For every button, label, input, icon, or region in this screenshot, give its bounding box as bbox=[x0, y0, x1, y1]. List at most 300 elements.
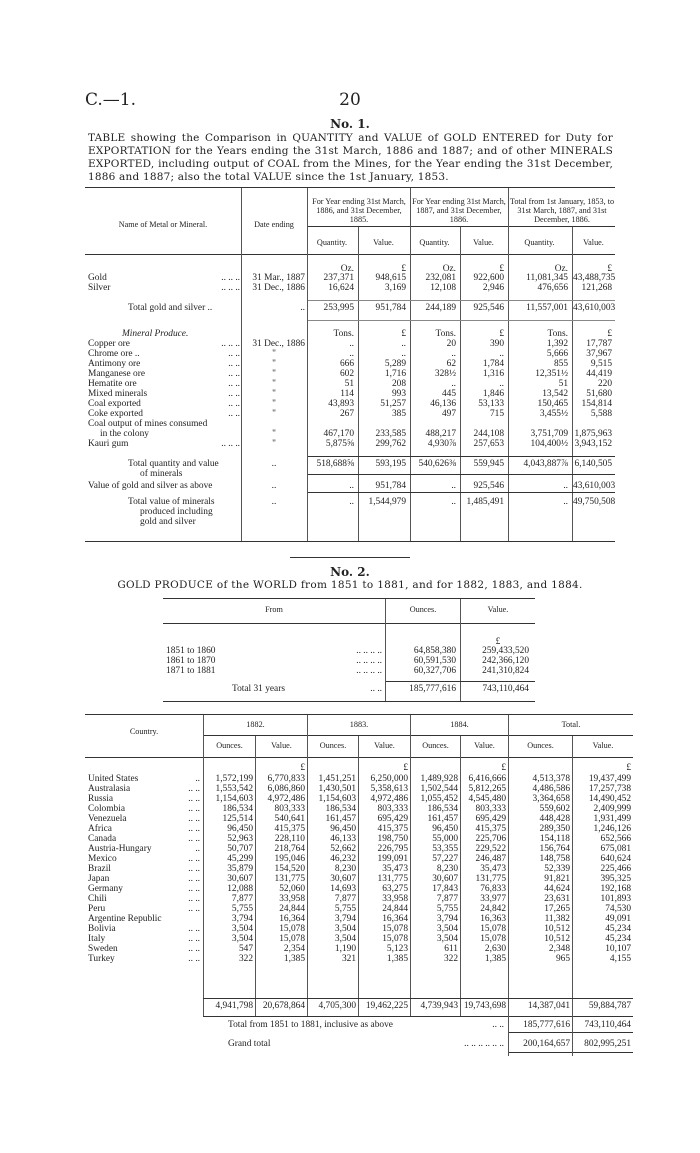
row-dots: .. .. bbox=[228, 389, 240, 399]
row-dots: .. .. bbox=[188, 954, 200, 964]
grand-label: Grand total bbox=[228, 1039, 271, 1049]
table-cell: 5,755 bbox=[334, 904, 356, 914]
table-cell: 695,429 bbox=[377, 814, 408, 824]
table-cell: 60,591,530 bbox=[413, 656, 456, 666]
table-cell: 20 bbox=[446, 339, 456, 349]
table-cell: 33,977 bbox=[480, 894, 506, 904]
table-cell: 17,257,738 bbox=[588, 784, 631, 794]
row-name: Antimony ore bbox=[88, 359, 141, 369]
table1-caption: TABLE showing the Comparison in QUANTITY and VALUE of GOLD ENTERED for Duty for EXPORTATION for the Years ending the 31st March, 1886 and 1887; and of other MINERALS EXPORTED, including output of COAL from the Mines, for the Year ending the 31st December, 1886 and 1887; also the total VALUE since the 1st January, 1853. bbox=[88, 132, 613, 183]
table-cell: 267 bbox=[339, 409, 354, 419]
total-cell: 19,743,698 bbox=[463, 1001, 506, 1011]
table-cell: 3,794 bbox=[334, 914, 356, 924]
row-date: " bbox=[272, 369, 276, 379]
table-cell: 675,081 bbox=[600, 844, 631, 854]
row-country: Turkey bbox=[88, 954, 115, 964]
table-cell: 540,626⅜ bbox=[418, 459, 456, 469]
row-dots: .. .. bbox=[188, 884, 200, 894]
year-header: 1882. bbox=[246, 720, 265, 729]
table-cell: 593,195 bbox=[375, 459, 406, 469]
table-cell: 1,385 bbox=[283, 954, 305, 964]
table-cell: 3,751,709 bbox=[530, 429, 568, 439]
table-cell: 1,154,603 bbox=[318, 794, 356, 804]
row-period: 1861 to 1870 bbox=[166, 656, 216, 666]
row-country: Bolivia bbox=[88, 924, 116, 934]
table-cell: 3,169 bbox=[384, 283, 406, 293]
row-dots: .. .. bbox=[188, 944, 200, 954]
table-cell: 16,624 bbox=[328, 283, 354, 293]
table-cell: 855 bbox=[553, 359, 568, 369]
table-cell: 743,110,464 bbox=[584, 1020, 631, 1030]
year-header: 1884. bbox=[450, 720, 469, 729]
table-cell: 24,844 bbox=[382, 904, 408, 914]
row-dots: .. .. bbox=[188, 794, 200, 804]
row-date: " bbox=[272, 439, 276, 449]
table-cell: 5,755 bbox=[231, 904, 253, 914]
table-cell: 15,078 bbox=[480, 934, 506, 944]
row-country: Venezuela bbox=[88, 814, 127, 824]
table-cell: 24,844 bbox=[279, 904, 305, 914]
section-separator bbox=[290, 557, 410, 558]
table-cell: 328½ bbox=[434, 369, 456, 379]
table-cell: .. bbox=[563, 481, 568, 491]
table-cell: 1,246,126 bbox=[593, 824, 631, 834]
table-cell: 803,333 bbox=[274, 804, 305, 814]
table-cell: 148,758 bbox=[539, 854, 570, 864]
table-cell: 3,504 bbox=[436, 924, 458, 934]
table1-subhead: Value. bbox=[473, 238, 494, 247]
table-cell: 6,770,833 bbox=[267, 774, 305, 784]
table-cell: 232,081 bbox=[425, 273, 456, 283]
table-cell: 91,821 bbox=[544, 874, 570, 884]
table1-group3: Total from 1st January, 1853, to 31st March, 1887, and 31st December, 1886. bbox=[509, 197, 615, 224]
row-dots: .. .. .. .. bbox=[356, 646, 382, 656]
table-cell: 5,755 bbox=[436, 904, 458, 914]
row-date: 31 Dec., 1886 bbox=[252, 283, 305, 293]
table-cell: 16,364 bbox=[279, 914, 305, 924]
table-cell: 802,995,251 bbox=[584, 1039, 631, 1049]
table-cell: 14,693 bbox=[330, 884, 356, 894]
row-dots: .. .. .. bbox=[221, 439, 240, 449]
row-date: " bbox=[272, 399, 276, 409]
table-cell: 52,963 bbox=[227, 834, 253, 844]
table-cell: 3,504 bbox=[334, 924, 356, 934]
row-country: Canada bbox=[88, 834, 117, 844]
row-dots: .. .. .. .. bbox=[356, 666, 382, 676]
table-cell: 602 bbox=[339, 369, 354, 379]
table-cell: 4,043,887⅞ bbox=[523, 459, 568, 469]
unit-label: £ bbox=[607, 329, 612, 339]
table-cell: 16,364 bbox=[382, 914, 408, 924]
row-name-cont: produced including bbox=[140, 507, 213, 517]
unit-label: £ bbox=[401, 264, 406, 274]
table-cell: 96,450 bbox=[432, 824, 458, 834]
table-cell: 131,775 bbox=[377, 874, 408, 884]
table1-bottom-rule bbox=[85, 541, 615, 542]
table-cell: 51,257 bbox=[380, 399, 406, 409]
row-dots: .. .. .. bbox=[221, 273, 240, 283]
table-cell: 186,534 bbox=[325, 804, 356, 814]
table-cell: 253,995 bbox=[323, 303, 354, 313]
table-cell: 299,762 bbox=[375, 439, 406, 449]
unit-label: Tons. bbox=[333, 329, 354, 339]
table-cell: 237,371 bbox=[323, 273, 354, 283]
table-cell: 15,078 bbox=[382, 934, 408, 944]
row-name: Total value of minerals bbox=[128, 497, 215, 507]
table1-header-rule bbox=[85, 254, 615, 255]
table-cell: 64,858,380 bbox=[413, 646, 456, 656]
row-name: Gold bbox=[88, 273, 107, 283]
row-name: Silver bbox=[88, 283, 111, 293]
table-cell: 186,534 bbox=[222, 804, 253, 814]
table-cell: 46,136 bbox=[430, 399, 456, 409]
table-cell: 1,489,928 bbox=[420, 774, 458, 784]
unit-label: Oz. bbox=[340, 264, 354, 274]
table3-subhead: Ounces. bbox=[527, 741, 554, 750]
table-cell: 6,140,505 bbox=[574, 459, 612, 469]
row-date: .. bbox=[300, 303, 305, 313]
table-cell: 2,946 bbox=[482, 283, 504, 293]
table-cell: 35,473 bbox=[480, 864, 506, 874]
table-cell: 49,091 bbox=[605, 914, 631, 924]
unit-label: Oz. bbox=[554, 264, 568, 274]
table-cell: .. bbox=[401, 339, 406, 349]
table-cell: 30,607 bbox=[330, 874, 356, 884]
table-cell: 9,515 bbox=[590, 359, 612, 369]
table-cell: 3,364,658 bbox=[532, 794, 570, 804]
unit-label: £ bbox=[499, 264, 504, 274]
table-cell: 965 bbox=[555, 954, 570, 964]
table-cell: 6,086,860 bbox=[267, 784, 305, 794]
table-cell: 45,234 bbox=[605, 924, 631, 934]
row-dots: .. .. bbox=[188, 854, 200, 864]
table1-group2: For Year ending 31st March, 1887, and 31st December, 1886. bbox=[412, 197, 506, 224]
year-header: 1883. bbox=[349, 720, 369, 729]
table-cell: 7,877 bbox=[436, 894, 458, 904]
row-country: Austria-Hungary bbox=[88, 844, 152, 854]
table-cell: 322 bbox=[443, 954, 458, 964]
table-cell: 4,930⅞ bbox=[427, 439, 456, 449]
table-cell: 925,546 bbox=[473, 303, 504, 313]
table-cell: 33,958 bbox=[382, 894, 408, 904]
page-reference: C.—1. bbox=[85, 90, 137, 110]
row-dots: .. .. .. bbox=[221, 339, 240, 349]
row-date: " bbox=[272, 379, 276, 389]
table-cell: 289,350 bbox=[539, 824, 570, 834]
table-cell: 445 bbox=[441, 389, 456, 399]
row-dots: .. .. bbox=[188, 904, 200, 914]
table-cell: 7,877 bbox=[334, 894, 356, 904]
table-cell: 1,931,499 bbox=[593, 814, 631, 824]
table-cell: 185,777,616 bbox=[409, 684, 456, 694]
table-cell: 2,630 bbox=[484, 944, 506, 954]
table-cell: 10,512 bbox=[544, 934, 570, 944]
table-cell: 2,354 bbox=[283, 944, 305, 954]
table2-col-ounces: Ounces. bbox=[409, 605, 437, 614]
row-date: " bbox=[272, 359, 276, 369]
table-cell: 55,000 bbox=[432, 834, 458, 844]
table-cell: 46,133 bbox=[330, 834, 356, 844]
table1-subhead: Quantity. bbox=[524, 238, 555, 247]
table-cell: 11,081,345 bbox=[526, 273, 568, 283]
table-cell: 52,339 bbox=[544, 864, 570, 874]
table-cell: 63,275 bbox=[382, 884, 408, 894]
table-cell: 225,706 bbox=[475, 834, 506, 844]
table-cell: 518,688⅝ bbox=[316, 459, 354, 469]
row-name-cont: in the colony bbox=[100, 429, 149, 439]
table-cell: 11,557,001 bbox=[526, 303, 568, 313]
table3-subhead: Value. bbox=[474, 741, 495, 750]
table-cell: 74,530 bbox=[605, 904, 631, 914]
unit-label: Tons. bbox=[435, 329, 456, 339]
table-cell: 43,610,003 bbox=[573, 481, 616, 491]
table1-col-date: Date ending bbox=[254, 220, 294, 229]
row-dots: .. .. bbox=[188, 784, 200, 794]
table-cell: 150,465 bbox=[537, 399, 568, 409]
table-cell: 4,513,378 bbox=[532, 774, 570, 784]
table-cell: 395,325 bbox=[600, 874, 631, 884]
table-cell: 242,366,120 bbox=[482, 656, 529, 666]
table-cell: 1,716 bbox=[384, 369, 406, 379]
row-name: Manganese ore bbox=[88, 369, 146, 379]
row-date: " bbox=[272, 349, 276, 359]
row-dots: .. .. bbox=[228, 409, 240, 419]
table-cell: 3,794 bbox=[436, 914, 458, 924]
table-cell: 1,451,251 bbox=[318, 774, 356, 784]
table-cell: .. bbox=[499, 349, 504, 359]
unit-label: Oz. bbox=[442, 264, 456, 274]
table-cell: 1,154,603 bbox=[215, 794, 253, 804]
table-cell: 3,794 bbox=[231, 914, 253, 924]
row-country: Japan bbox=[88, 874, 110, 884]
row-date: " bbox=[272, 429, 276, 439]
table-cell: 497 bbox=[441, 409, 456, 419]
row-dots: .. .. bbox=[228, 349, 240, 359]
table-cell: 1,553,542 bbox=[215, 784, 253, 794]
row-name: Chrome ore .. bbox=[88, 349, 140, 359]
table3-subhead: Value. bbox=[374, 741, 395, 750]
row-country: Chili bbox=[88, 894, 107, 904]
row-name-cont: of minerals bbox=[140, 469, 183, 479]
row-date: " bbox=[272, 389, 276, 399]
row-country: Colombia bbox=[88, 804, 125, 814]
table-cell: 154,520 bbox=[274, 864, 305, 874]
row-country: Russia bbox=[88, 794, 114, 804]
table-cell: 43,893 bbox=[328, 399, 354, 409]
table-cell: 186,534 bbox=[427, 804, 458, 814]
table-cell: 104,400½ bbox=[530, 439, 568, 449]
table-cell: 415,375 bbox=[377, 824, 408, 834]
table-cell: 241,310,824 bbox=[482, 666, 529, 676]
table-cell: 10,107 bbox=[605, 944, 631, 954]
row-dots: .. .. bbox=[370, 684, 382, 694]
row-name: Kauri gum bbox=[88, 439, 129, 449]
table-cell: 321 bbox=[341, 954, 356, 964]
table-cell: 1,572,199 bbox=[215, 774, 253, 784]
unit-label: £ bbox=[499, 329, 504, 339]
table1-col-name: Name of Metal or Mineral. bbox=[118, 220, 208, 229]
table2-col-from: From bbox=[265, 605, 283, 614]
total-cell: 20,678,864 bbox=[262, 1001, 305, 1011]
table-cell: 448,428 bbox=[539, 814, 570, 824]
row-dots: .. .. bbox=[188, 814, 200, 824]
table1-group1: For Year ending 31st March, 1886, and 31st December, 1885. bbox=[312, 197, 406, 224]
total-cell: 4,739,943 bbox=[420, 1001, 458, 1011]
table-cell: 322 bbox=[238, 954, 253, 964]
table-cell: 121,268 bbox=[581, 283, 612, 293]
table-cell: 540,641 bbox=[274, 814, 305, 824]
table-cell: 1,846 bbox=[482, 389, 504, 399]
table-cell: 8,230 bbox=[334, 864, 356, 874]
table-cell: 652,566 bbox=[600, 834, 631, 844]
unit-label: £ bbox=[607, 264, 612, 274]
row-date: 31 Mar., 1887 bbox=[252, 273, 305, 283]
table-cell: 3,504 bbox=[436, 934, 458, 944]
table-cell: 198,750 bbox=[377, 834, 408, 844]
total-label: Total 31 years bbox=[232, 684, 285, 694]
unit-label: £ bbox=[626, 763, 631, 773]
table-cell: 951,784 bbox=[375, 481, 406, 491]
table-cell: 199,091 bbox=[377, 854, 408, 864]
table-cell: 488,217 bbox=[425, 429, 456, 439]
table-cell: .. bbox=[563, 497, 568, 507]
table-cell: 1,385 bbox=[386, 954, 408, 964]
table-cell: 559,602 bbox=[539, 804, 570, 814]
table-cell: 1,190 bbox=[334, 944, 356, 954]
table-cell: .. bbox=[451, 481, 456, 491]
table-cell: 52,060 bbox=[279, 884, 305, 894]
table-cell: 547 bbox=[238, 944, 253, 954]
table-cell: 4,486,586 bbox=[532, 784, 570, 794]
table-cell: .. bbox=[451, 497, 456, 507]
row-name: Coal exported bbox=[88, 399, 141, 409]
table-cell: 43,610,003 bbox=[573, 303, 616, 313]
table-cell: 220 bbox=[597, 379, 612, 389]
table-cell: 559,945 bbox=[473, 459, 504, 469]
table-cell: 13,542 bbox=[542, 389, 568, 399]
row-dots: .. .. bbox=[188, 924, 200, 934]
table-cell: 803,333 bbox=[377, 804, 408, 814]
table-cell: 385 bbox=[391, 409, 406, 419]
table-cell: 51,680 bbox=[586, 389, 612, 399]
table2-number: No. 2. bbox=[330, 565, 370, 579]
table-cell: 30,607 bbox=[227, 874, 253, 884]
row-country: Sweden bbox=[88, 944, 118, 954]
table-cell: 259,433,520 bbox=[482, 646, 529, 656]
table1-number: No. 1. bbox=[330, 117, 370, 131]
table-cell: 11,382 bbox=[544, 914, 570, 924]
table-cell: 2,409,999 bbox=[593, 804, 631, 814]
table-cell: 1,875,963 bbox=[574, 429, 612, 439]
table-cell: 154,814 bbox=[581, 399, 612, 409]
table-cell: 715 bbox=[489, 409, 504, 419]
table-cell: 226,795 bbox=[377, 844, 408, 854]
table-cell: 17,843 bbox=[432, 884, 458, 894]
table-cell: .. bbox=[401, 349, 406, 359]
table-cell: 666 bbox=[339, 359, 354, 369]
table-cell: 257,653 bbox=[473, 439, 504, 449]
table1-subhead: Value. bbox=[373, 238, 394, 247]
table-cell: 45,234 bbox=[605, 934, 631, 944]
table-cell: 60,327,706 bbox=[413, 666, 456, 676]
table-cell: 200,164,657 bbox=[523, 1039, 570, 1049]
table-cell: 5,123 bbox=[386, 944, 408, 954]
table-cell: .. bbox=[349, 497, 354, 507]
table-cell: 12,108 bbox=[430, 283, 456, 293]
table-cell: 5,666 bbox=[546, 349, 568, 359]
table-cell: 43,488,735 bbox=[573, 273, 616, 283]
table3-subhead: Ounces. bbox=[216, 741, 243, 750]
table-cell: 46,232 bbox=[330, 854, 356, 864]
table-cell: 195,046 bbox=[274, 854, 305, 864]
total-cell: 4,941,798 bbox=[215, 1001, 253, 1011]
table-cell: 53,355 bbox=[432, 844, 458, 854]
table-cell: 12,351½ bbox=[535, 369, 568, 379]
table-cell: 218,764 bbox=[274, 844, 305, 854]
table-cell: 3,455½ bbox=[539, 409, 568, 419]
table-cell: 3,943,152 bbox=[574, 439, 612, 449]
table-cell: 5,812,265 bbox=[468, 784, 506, 794]
table-cell: 15,078 bbox=[279, 924, 305, 934]
table-cell: 951,784 bbox=[375, 303, 406, 313]
table-cell: 16,363 bbox=[480, 914, 506, 924]
table-cell: 192,168 bbox=[600, 884, 631, 894]
total-cell: 19,462,225 bbox=[365, 1001, 408, 1011]
table-cell: 993 bbox=[391, 389, 406, 399]
table-cell: 17,265 bbox=[544, 904, 570, 914]
row-date: .. bbox=[271, 459, 277, 469]
row-country: Argentine Republic bbox=[88, 914, 162, 924]
table-cell: 30,607 bbox=[432, 874, 458, 884]
table1-subhead: Value. bbox=[583, 238, 604, 247]
row-name: Hematite ore bbox=[88, 379, 137, 389]
table-cell: 1,485,491 bbox=[466, 497, 504, 507]
row-dots: .. bbox=[195, 774, 200, 784]
table-cell: 44,624 bbox=[544, 884, 570, 894]
table-cell: 225,466 bbox=[600, 864, 631, 874]
row-dots: .. .. .. bbox=[221, 283, 240, 293]
row-dots: .. .. bbox=[228, 379, 240, 389]
table1-group-rule bbox=[308, 226, 615, 227]
row-country: Italy bbox=[88, 934, 106, 944]
row-country: United States bbox=[88, 774, 139, 784]
table-cell: 19,437,499 bbox=[588, 774, 631, 784]
row-name: Coal output of mines consumed bbox=[88, 419, 208, 429]
table-cell: 1,316 bbox=[482, 369, 504, 379]
table-cell: 125,514 bbox=[222, 814, 253, 824]
table-cell: 4,545,480 bbox=[468, 794, 506, 804]
year-header: Total. bbox=[561, 720, 581, 729]
table-cell: 4,972,486 bbox=[267, 794, 305, 804]
table-cell: 15,078 bbox=[279, 934, 305, 944]
row-country: Germany bbox=[88, 884, 123, 894]
row-period: 1851 to 1860 bbox=[166, 646, 216, 656]
table3-subhead: Value. bbox=[592, 741, 614, 750]
total-cell: 59,884,787 bbox=[588, 1001, 631, 1011]
row-country: Australasia bbox=[88, 784, 131, 794]
unit-label: £ bbox=[401, 329, 406, 339]
table-cell: 24,842 bbox=[480, 904, 506, 914]
row-dots: .. .. bbox=[188, 874, 200, 884]
table-cell: 4,155 bbox=[609, 954, 631, 964]
table-cell: 228,110 bbox=[274, 834, 305, 844]
table-cell: 1,385 bbox=[484, 954, 506, 964]
row-dots: .. .. bbox=[188, 824, 200, 834]
row-date: 31 Dec., 1886 bbox=[252, 339, 305, 349]
page-number: 20 bbox=[339, 90, 361, 110]
row-period: 1871 to 1881 bbox=[166, 666, 216, 676]
total-cell: 14,387,041 bbox=[527, 1001, 570, 1011]
